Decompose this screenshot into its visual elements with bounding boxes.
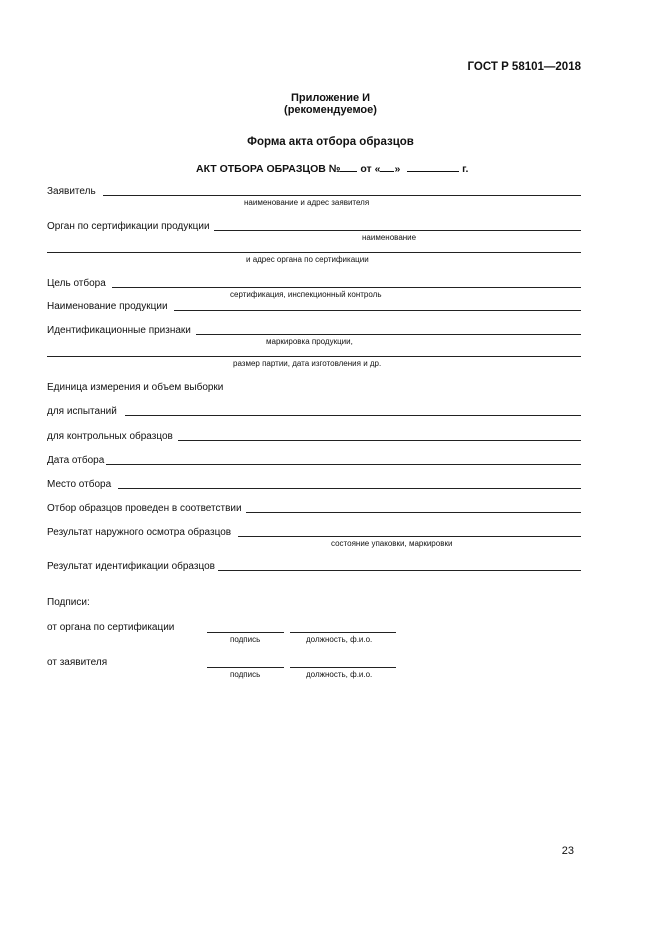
- product-name-field[interactable]: [174, 310, 581, 311]
- applicant-position-field[interactable]: [290, 667, 396, 668]
- unit-volume-label: Единица измерения и объем выборки: [47, 382, 224, 393]
- act-day-blank[interactable]: [380, 161, 394, 172]
- applicant-signature-field[interactable]: [207, 667, 284, 668]
- appendix-status: (рекомендуемое): [284, 104, 377, 116]
- applicant-signature-caption: подпись: [230, 670, 261, 679]
- cert-body-signature-field[interactable]: [207, 632, 284, 633]
- act-month-blank[interactable]: [407, 161, 459, 172]
- cert-body-label: Орган по сертификации продукции: [47, 221, 210, 232]
- cert-body-field[interactable]: [214, 230, 581, 231]
- identification-field-2[interactable]: [47, 356, 581, 357]
- act-quote-close: »: [394, 163, 401, 175]
- cert-body-caption-name: наименование: [362, 233, 417, 242]
- form-title: Форма акта отбора образцов: [247, 136, 414, 148]
- identification-field[interactable]: [196, 334, 581, 335]
- for-control-label: для контрольных образцов: [47, 431, 173, 442]
- act-number-blank[interactable]: [340, 161, 357, 172]
- act-prefix: АКТ ОТБОРА ОБРАЗЦОВ №: [196, 163, 341, 175]
- for-control-field[interactable]: [178, 440, 581, 441]
- identification-caption-batch: размер партии, дата изготовления и др.: [233, 359, 382, 368]
- applicant-label: Заявитель: [47, 186, 96, 197]
- cert-body-caption-address: и адрес органа по сертификации: [246, 255, 369, 264]
- signatures-title: Подписи:: [47, 597, 90, 608]
- visual-result-label: Результат наружного осмотра образцов: [47, 527, 232, 538]
- standard-header: ГОСТ Р 58101—2018: [467, 61, 581, 73]
- identification-caption-marking: маркировка продукции,: [266, 337, 353, 346]
- applicant-caption: наименование и адрес заявителя: [244, 198, 370, 207]
- purpose-field[interactable]: [112, 287, 581, 288]
- cert-body-signature-caption: подпись: [230, 635, 261, 644]
- cert-body-position-caption: должность, ф.и.о.: [306, 635, 373, 644]
- for-tests-field[interactable]: [125, 415, 581, 416]
- appendix-title: Приложение И: [290, 92, 371, 104]
- identification-label: Идентификационные признаки: [47, 325, 191, 336]
- purpose-caption: сертификация, инспекционный контроль: [230, 290, 382, 299]
- sampling-place-label: Место отбора: [47, 479, 112, 490]
- sampling-date-label: Дата отбора: [47, 455, 105, 466]
- purpose-label: Цель отбора: [47, 278, 106, 289]
- product-name-label: Наименование продукции: [47, 301, 168, 312]
- sampling-date-field[interactable]: [106, 464, 581, 465]
- cert-body-position-field[interactable]: [290, 632, 396, 633]
- act-heading: [196, 161, 468, 175]
- cert-body-signature-label: от органа по сертификации: [47, 622, 175, 633]
- applicant-position-caption: должность, ф.и.о.: [306, 670, 373, 679]
- applicant-field[interactable]: [103, 195, 581, 196]
- act-date-from: от «: [360, 163, 381, 175]
- for-tests-label: для испытаний: [47, 406, 117, 417]
- sampling-compliance-field[interactable]: [246, 512, 581, 513]
- ident-result-field[interactable]: [218, 570, 581, 571]
- act-year-label: г.: [462, 163, 469, 175]
- page-number: 23: [561, 845, 574, 857]
- visual-result-field[interactable]: [238, 536, 581, 537]
- sampling-compliance-label: Отбор образцов проведен в соответствии: [47, 503, 242, 514]
- applicant-signature-label: от заявителя: [47, 657, 108, 668]
- visual-result-caption: состояние упаковки, маркировки: [331, 539, 453, 548]
- ident-result-label: Результат идентификации образцов: [47, 561, 215, 572]
- sampling-place-field[interactable]: [118, 488, 581, 489]
- cert-body-address-field[interactable]: [47, 252, 581, 253]
